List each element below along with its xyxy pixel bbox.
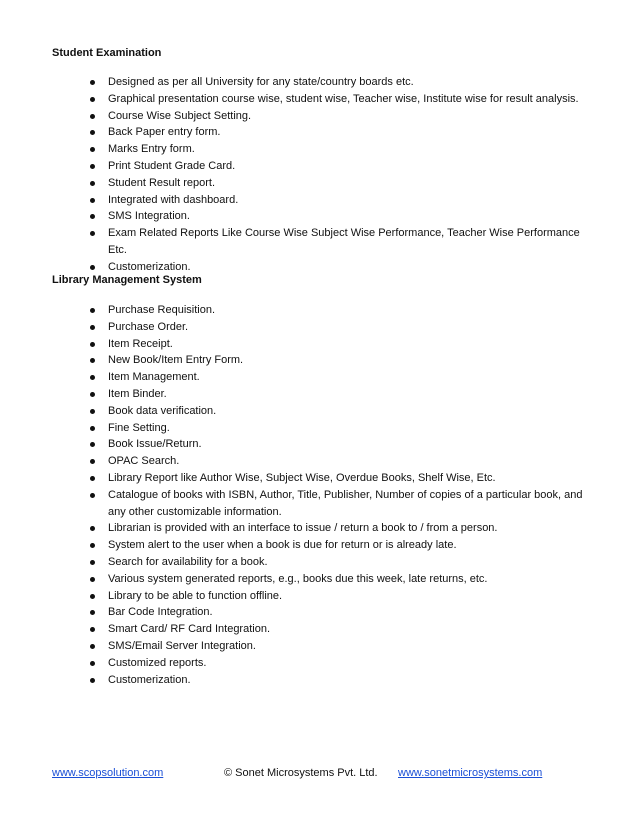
list-item	[52, 588, 588, 605]
list-item	[52, 302, 588, 319]
bullet-dot-icon	[90, 644, 95, 649]
section-library-management	[52, 273, 592, 688]
bullet-dot-icon	[90, 181, 95, 186]
bullet-list	[52, 74, 592, 276]
list-item-text: Purchase Requisition.	[108, 304, 216, 316]
list-item-text: Book data verification.	[108, 404, 217, 417]
page-footer	[52, 766, 592, 780]
list-item-text: Marks Entry form.	[108, 143, 195, 156]
bullet-dot-icon	[90, 147, 95, 152]
bullet-dot-icon	[90, 577, 95, 582]
list-item-text: SMS Integration.	[108, 210, 190, 223]
list-item	[52, 124, 588, 141]
list-item	[52, 655, 588, 672]
bullet-dot-icon	[90, 560, 95, 565]
section-title: Student Examination	[52, 47, 162, 59]
list-item	[52, 336, 588, 353]
list-item	[52, 108, 588, 125]
list-item-text: Student Result report.	[108, 176, 216, 189]
bullet-dot-icon	[90, 476, 95, 481]
bullet-dot-icon	[90, 493, 95, 498]
list-item-text: Search for availability for a book.	[108, 555, 268, 568]
list-item-text: New Book/Item Entry Form.	[108, 354, 244, 367]
list-item	[52, 621, 588, 638]
list-item	[52, 208, 588, 225]
bullet-dot-icon	[90, 97, 95, 102]
bullet-dot-icon	[90, 594, 95, 599]
bullet-dot-icon	[90, 543, 95, 548]
footer-link-sonetmicrosystems[interactable]: www.sonetmicrosystems.com	[398, 767, 543, 779]
list-item-text: Print Student Grade Card.	[108, 159, 236, 172]
bullet-dot-icon	[90, 610, 95, 615]
bullet-dot-icon	[90, 214, 95, 219]
list-item-text: Item Binder.	[108, 387, 167, 400]
list-item-text: Exam Related Reports Like Course Wise Subject Wise Performance, Teacher Wise Performance Etc.	[108, 227, 580, 256]
list-item	[52, 537, 588, 554]
bullet-dot-icon	[90, 308, 95, 313]
bullet-dot-icon	[90, 409, 95, 414]
list-item-text: SMS/Email Server Integration.	[108, 639, 256, 652]
list-item-text: Course Wise Subject Setting.	[108, 109, 252, 122]
list-item	[52, 672, 588, 689]
bullet-dot-icon	[90, 198, 95, 203]
list-item	[52, 520, 588, 537]
bullet-list	[52, 302, 592, 688]
list-item	[52, 420, 588, 437]
list-item-text: Customized reports.	[108, 656, 207, 669]
footer-link-scopsolution[interactable]: www.scopsolution.com	[52, 767, 164, 779]
list-item-text: Book Issue/Return.	[108, 438, 202, 451]
list-item-text: Library to be able to function offline.	[108, 589, 283, 602]
list-item-text: Purchase Order.	[108, 320, 189, 333]
bullet-dot-icon	[90, 114, 95, 119]
list-item-text: Customerization.	[108, 260, 191, 273]
list-item	[52, 470, 588, 487]
list-item-text: Catalogue of books with ISBN, Author, Title, Publisher, Number of copies of a particular book, and any other customizable information.	[108, 488, 583, 518]
section-student-examination	[52, 46, 592, 276]
list-item-text: OPAC Search.	[108, 455, 180, 468]
list-item	[52, 604, 588, 621]
list-item-text: Library Report like Author Wise, Subject Wise, Overdue Books, Shelf Wise, Etc.	[108, 471, 496, 484]
bullet-dot-icon	[90, 325, 95, 330]
list-item-text: Customerization.	[108, 673, 191, 686]
list-item	[52, 638, 588, 655]
list-item	[52, 436, 588, 453]
bullet-dot-icon	[90, 442, 95, 447]
section-title: Library Management System	[52, 274, 202, 286]
list-item	[52, 91, 588, 108]
list-item-text: Designed as per all University for any state/country boards etc.	[108, 76, 414, 88]
list-item-text: Back Paper entry form.	[108, 126, 221, 139]
bullet-dot-icon	[90, 392, 95, 397]
list-item	[52, 175, 588, 192]
list-item	[52, 487, 588, 521]
list-item	[52, 319, 588, 336]
list-item-text: Graphical presentation course wise, student wise, Teacher wise, Institute wise for result analysis.	[108, 92, 579, 105]
bullet-dot-icon	[90, 265, 95, 270]
bullet-dot-icon	[90, 627, 95, 632]
list-item	[52, 403, 588, 420]
bullet-dot-icon	[90, 375, 95, 380]
list-item-text: Fine Setting.	[108, 421, 170, 434]
bullet-dot-icon	[90, 342, 95, 347]
bullet-dot-icon	[90, 80, 95, 85]
bullet-dot-icon	[90, 130, 95, 135]
bullet-dot-icon	[90, 358, 95, 363]
list-item-text: Bar Code Integration.	[108, 606, 213, 619]
bullet-dot-icon	[90, 526, 95, 531]
list-item-text: Integrated with dashboard.	[108, 193, 239, 206]
list-item-text: Item Management.	[108, 371, 200, 384]
bullet-dot-icon	[90, 661, 95, 666]
list-item	[52, 74, 588, 91]
bullet-dot-icon	[90, 164, 95, 169]
list-item-text: System alert to the user when a book is due for return or is already late.	[108, 539, 457, 552]
list-item	[52, 352, 588, 369]
list-item-text: Item Receipt.	[108, 337, 173, 350]
list-item	[52, 386, 588, 403]
list-item	[52, 369, 588, 386]
list-item	[52, 192, 588, 209]
list-item-text: Smart Card/ RF Card Integration.	[108, 623, 271, 636]
list-item	[52, 225, 588, 259]
bullet-dot-icon	[90, 426, 95, 431]
list-item-text: Various system generated reports, e.g., books due this week, late returns, etc.	[108, 572, 488, 585]
list-item	[52, 571, 588, 588]
list-item	[52, 158, 588, 175]
list-item	[52, 554, 588, 571]
list-item	[52, 141, 588, 158]
list-item-text: Librarian is provided with an interface to issue / return a book to / from a person.	[108, 522, 498, 535]
bullet-dot-icon	[90, 459, 95, 464]
list-item	[52, 453, 588, 470]
bullet-dot-icon	[90, 678, 95, 683]
footer-copyright: © Sonet Microsystems Pvt. Ltd.	[224, 767, 378, 779]
bullet-dot-icon	[90, 231, 95, 236]
